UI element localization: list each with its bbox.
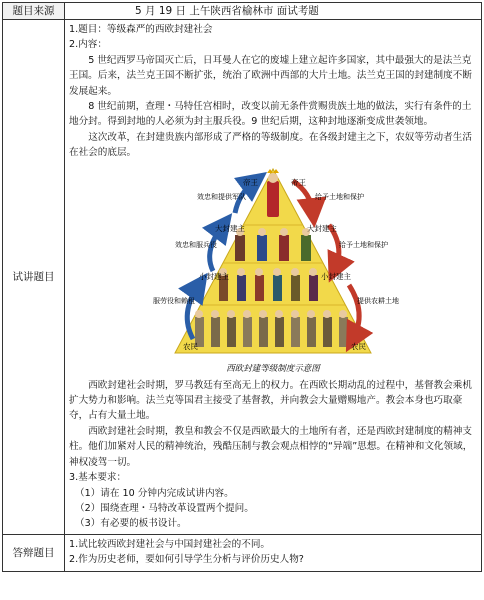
trial-row: [3, 20, 482, 535]
trial-content: [65, 20, 482, 535]
qa-label: 答辩题目: [3, 534, 65, 571]
requirement-1: （1）请在 10 分钟内完成试讲内容。: [75, 487, 234, 499]
qa-question-2: 2.作为历史老师，要如何引导学生分析与评价历史人物?: [69, 553, 304, 565]
paragraph-2: 8 世纪前期，查理・马特任宫相时，改变以前无条件赏赐贵族土地的做法，实行有条件的土地分封。得到封地的人必须为封主服兵役。9 世纪后期，这种封地逐渐变成世袭领地。: [69, 101, 472, 128]
requirement-3: （3）有必要的板书设计。: [75, 518, 187, 530]
hierarchy-svg: [135, 163, 411, 378]
level-label-king-left: 帝王: [243, 177, 258, 187]
trial-topic: 1.题目：等级森严的西欧封建社会: [69, 24, 213, 35]
level-label-peasant-left: 农民: [183, 341, 198, 351]
qa-question-1: 1.试比较西欧封建社会与中国封建社会的不同。: [69, 538, 271, 550]
level-label-great-left: 大封建主: [215, 223, 245, 233]
source-row: [3, 3, 482, 20]
source-value: 5 月 19 日 上午陕西省榆林市 面试考题: [65, 3, 482, 20]
right-note-2: 给予土地和保护: [339, 240, 388, 249]
left-note-1: 效忠和提供军队: [197, 192, 246, 201]
trial-label: 试讲题目: [3, 20, 65, 535]
paragraph-4: 西欧封建社会时期，罗马教廷有至高无上的权力。在西欧长期动乱的过程中，基督教会乘机扩大势力和影响。法兰克等国君主接受了基督教，并向教会大量赠赐地产。教会本身也巧取豪夺，占有大量土地。: [69, 379, 472, 422]
right-note-1: 给予土地和保护: [315, 192, 364, 201]
level-label-lesser-right: 小封建主: [321, 271, 351, 281]
level-label-great-right: 大封建主: [307, 223, 337, 233]
requirement-2: （2）围绕查理・马特改革设置两个提问。: [75, 502, 254, 514]
left-note-2: 效忠和服兵役: [175, 240, 217, 249]
paragraph-3: 这次改革，在封建贵族内部形成了严格的等级制度。在各级封建主之下，农奴等劳动者生活在社会的底层。: [69, 131, 472, 159]
king-figure: [267, 169, 279, 217]
exam-table: [2, 2, 482, 572]
level-label-lesser-left: 小封建主: [199, 271, 229, 281]
qa-row: [3, 534, 482, 571]
feudal-hierarchy-diagram: [135, 163, 411, 378]
level-label-peasant-right: 农民: [351, 341, 366, 351]
paragraph-1: 5 世纪西罗马帝国灭亡后，日耳曼人在它的废墟上建立起许多国家，其中最强大的是法兰克王国。后来，法兰克王国不断扩张，统治了欧洲中西部的大片土地。法兰克王国的封建制度不断发展起来。: [69, 54, 472, 97]
source-label: 题目来源: [3, 3, 65, 20]
paragraph-5: 西欧封建社会时期，教皇和教会不仅是西欧最大的土地所有者，还是西欧封建制度的精神支柱。他们加紧对人民的精神统治，残酷压制与教会观点相悖的“异端”思想。在精神和文化领域，神权凌驾一切。: [69, 425, 473, 468]
left-note-3: 服劳役和赖租: [153, 296, 195, 305]
content-title: 2.内容：: [69, 39, 107, 51]
level-label-king-right: 帝王: [291, 177, 306, 187]
right-note-3: 提供农耕土地: [357, 296, 399, 305]
requirements-title: 3.基本要求：: [69, 472, 127, 484]
diagram-caption: 西欧封建等级制度示意图: [226, 363, 320, 374]
qa-content: [65, 534, 482, 571]
